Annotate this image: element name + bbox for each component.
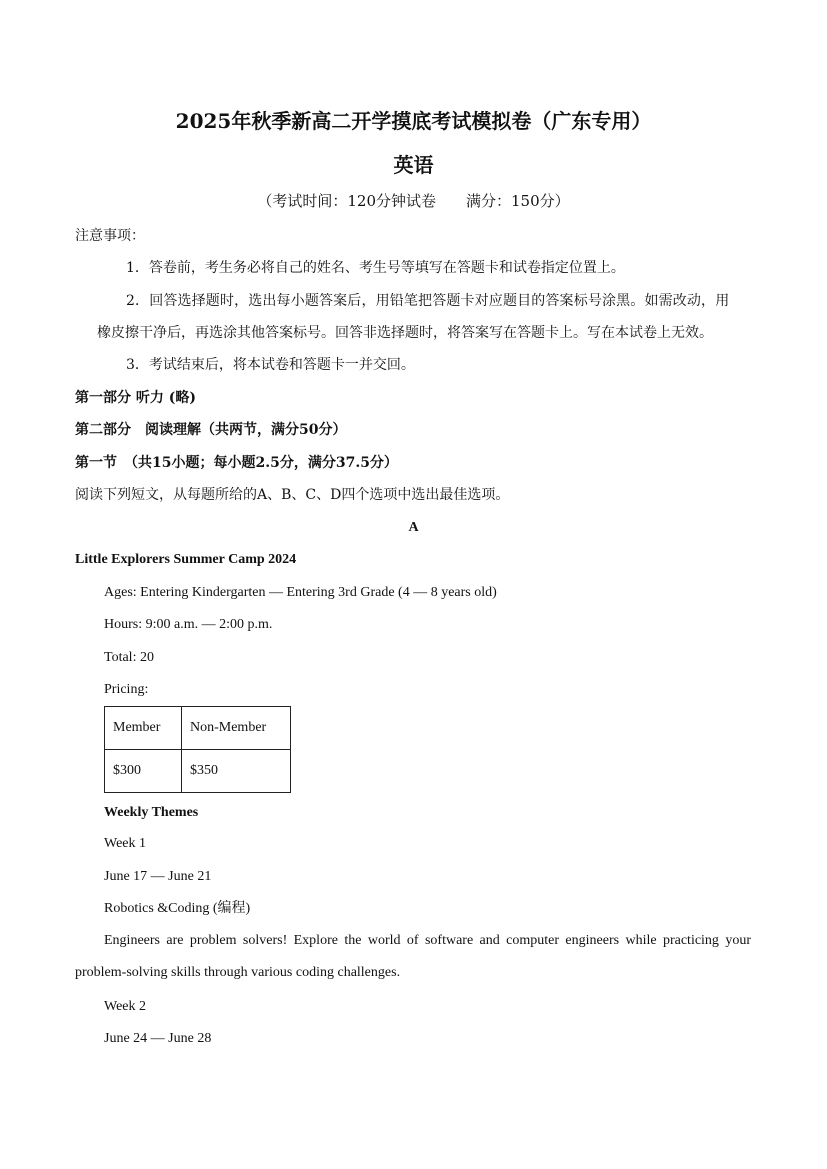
table-header-cell: Non-Member bbox=[182, 707, 291, 750]
note-item-1: 1．答卷前，考生务必将自己的姓名、考生号等填写在答题卡和试卷指定位置上。 bbox=[126, 260, 625, 276]
table-row bbox=[105, 707, 291, 750]
exam-title: 2025年秋季新高二开学摸底考试模拟卷（广东专用） bbox=[175, 109, 652, 133]
note-item-2-line-2: 橡皮擦干净后，再选涂其他答案标号。回答非选择题时，将答案写在答题卡上。写在本试卷上无效。 bbox=[97, 325, 713, 341]
table-row bbox=[105, 750, 291, 793]
instruction-text: 阅读下列短文，从每题所给的A、B、C、D四个选项中选出最佳选项。 bbox=[75, 487, 510, 503]
week2-label: Week 2 bbox=[104, 999, 147, 1014]
pricing-label: Pricing: bbox=[104, 682, 149, 697]
exam-info: （考试时间：120分钟试卷 满分：150分） bbox=[257, 192, 570, 210]
week1-dates: June 17 — June 21 bbox=[104, 869, 212, 884]
week1-theme: Robotics &Coding (编程) bbox=[104, 901, 251, 916]
part2-heading: 第二部分 阅读理解（共两节，满分50分） bbox=[75, 422, 347, 438]
table-cell: $300 bbox=[105, 750, 182, 793]
camp-ages: Ages: Entering Kindergarten — Entering 3rd Grade (4 — 8 years old) bbox=[104, 585, 497, 600]
table-cell: $350 bbox=[182, 750, 291, 793]
subject-title: 英语 bbox=[393, 153, 434, 177]
pricing-table bbox=[104, 706, 291, 793]
passage-letter: A bbox=[408, 520, 419, 535]
week1-label: Week 1 bbox=[104, 836, 147, 851]
note-item-2-line-1: 2．回答选择题时，选出每小题答案后，用铅笔把答题卡对应题目的答案标号涂黑。如需改动，用 bbox=[126, 293, 730, 309]
camp-total: Total: 20 bbox=[104, 650, 154, 665]
week2-dates: June 24 — June 28 bbox=[104, 1031, 212, 1046]
camp-hours: Hours: 9:00 a.m. — 2:00 p.m. bbox=[104, 617, 273, 632]
part1-heading: 第一部分 听力 (略) bbox=[75, 390, 196, 406]
note-item-3: 3．考试结束后，将本试卷和答题卡一并交回。 bbox=[126, 357, 415, 373]
section1-heading: 第一节 （共15小题；每小题2.5分，满分37.5分） bbox=[75, 455, 398, 471]
table-header-cell: Member bbox=[105, 707, 182, 750]
passage-title: Little Explorers Summer Camp 2024 bbox=[75, 552, 297, 567]
week1-description: Engineers are problem solvers! Explore the world of software and computer engineers while practicing your problem-solving skills through various coding challenges. bbox=[75, 933, 751, 980]
notes-heading: 注意事项： bbox=[75, 228, 145, 244]
weekly-themes-heading: Weekly Themes bbox=[104, 805, 199, 820]
